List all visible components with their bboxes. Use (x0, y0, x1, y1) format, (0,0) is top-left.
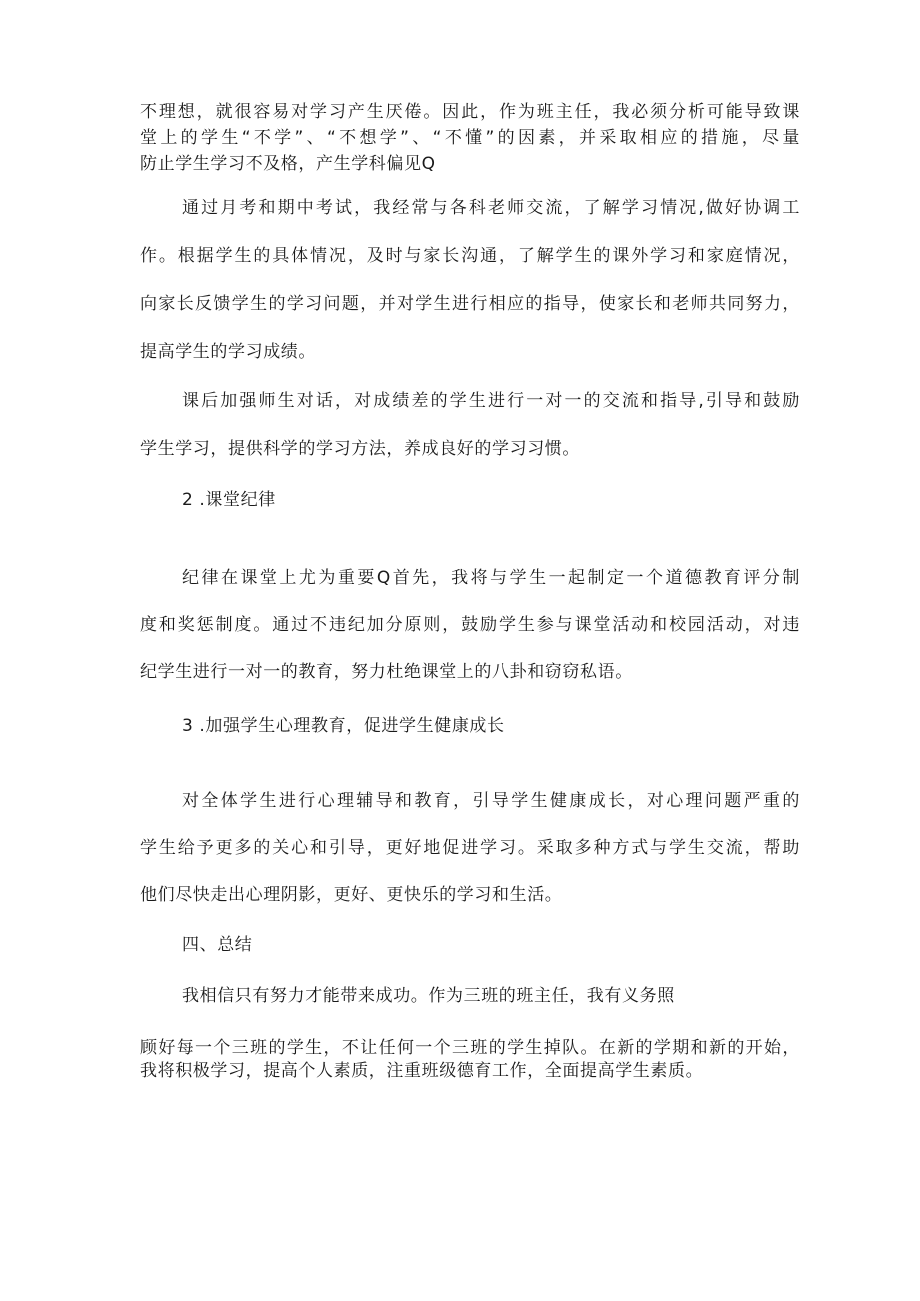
paragraph-4-line-1: 纪律在课堂上尤为重要Q首先，我将与学生一起制定一个道德教育评分制 (182, 568, 800, 588)
paragraph-6-line-3: 我将积极学习，提高个人素质，注重班级德育工作，全面提高学生素质。 (140, 1061, 704, 1081)
paragraph-5-line-2: 学生给予更多的关心和引导，更好地促进学习。采取多种方式与学生交流，帮助 (140, 838, 800, 858)
paragraph-2-line-3: 向家长反馈学生的学习问题，并对学生进行相应的指导，使家长和老师共同努力， (140, 294, 800, 314)
paragraph-2-line-4: 提高学生的学习成绩。 (140, 342, 316, 362)
paragraph-6-line-1: 我相信只有努力才能带来成功。作为三班的班主任，我有义务照 (182, 986, 675, 1006)
paragraph-5-line-3: 他们尽快走出心理阴影，更好、更快乐的学习和生活。 (140, 885, 563, 905)
paragraph-1-line-1: 不理想，就很容易对学习产生厌倦。因此，作为班主任，我必须分析可能导致课 (140, 102, 800, 122)
section-heading-4: 四、总结 (182, 935, 253, 955)
paragraph-4-line-3: 纪学生进行一对一的教育，努力杜绝课堂上的八卦和窃窃私语。 (140, 662, 633, 682)
paragraph-5-line-1: 对全体学生进行心理辅导和教育，引导学生健康成长，对心理问题严重的 (182, 791, 800, 811)
section-heading-2: 2 .课堂纪律 (182, 490, 276, 510)
paragraph-4-line-2: 度和奖惩制度。通过不违纪加分原则，鼓励学生参与课堂活动和校园活动，对违 (140, 615, 800, 635)
paragraph-1-line-3: 防止学生学习不及格，产生学科偏见Q (140, 154, 436, 174)
paragraph-3-line-1: 课后加强师生对话，对成绩差的学生进行一对一的交流和指导,引导和鼓励 (182, 391, 800, 411)
paragraph-3-line-2: 学生学习，提供科学的学习方法，养成良好的学习习惯。 (140, 439, 580, 459)
paragraph-2-line-1: 通过月考和期中考试，我经常与各科老师交流，了解学习情况,做好协调工 (182, 198, 800, 218)
paragraph-6-line-2: 顾好每一个三班的学生，不让任何一个三班的学生掉队。在新的学期和新的开始， (140, 1038, 800, 1058)
section-heading-3: 3 .加强学生心理教育，促进学生健康成长 (182, 716, 505, 736)
paragraph-1-line-2: 堂上的学生“不学”、“不想学”、“不懂”的因素，并采取相应的措施，尽量 (140, 128, 800, 148)
paragraph-2-line-2: 作。根据学生的具体情况，及时与家长沟通，了解学生的课外学习和家庭情况， (140, 246, 800, 266)
